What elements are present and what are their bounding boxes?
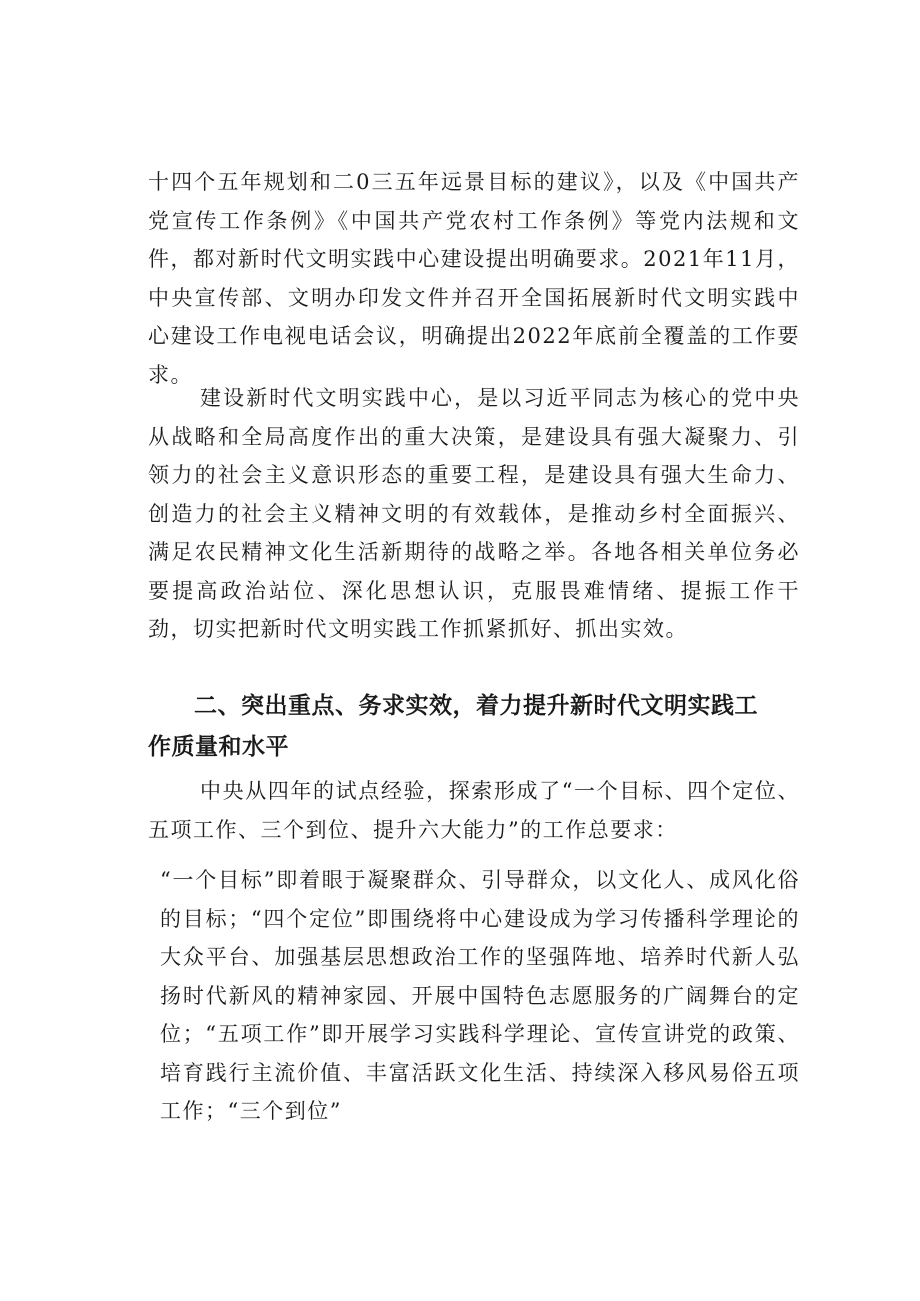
section-heading-line-2: 作质量和水平 <box>148 734 289 760</box>
paragraph-major-decision: 建设新时代文明实践中心，是以习近平同志为核心的党中央从战略和全局高度作出的重大决策，是建设具有强大凝聚力、引领力的社会主义意识形态的重要工程，是建设具有强大生命力、创造力的社会主义精神文明的有效载体，是推动乡村全面振兴、满足农民精神文化生活新期待的战略之举。各地各相关单位务必要提高政治站位、深化思想认识，克服畏难情绪、提振工作干劲，切实把新时代文明实践工作抓紧抓好、抓出实效。 <box>148 386 800 641</box>
section-heading <box>148 686 808 768</box>
paragraph-general-requirements: 中央从四年的试点经验，探索形成了“一个目标、四个定位、五项工作、三个到位、提升六大能力”的工作总要求： <box>148 779 800 842</box>
paragraph-goal-and-positioning: “一个目标”即着眼于凝聚群众、引导群众，以文化人、成风化俗的目标；“四个定位”即围绕将中心建设成为学习传播科学理论的大众平台、加强基层思想政治工作的坚强阵地、培养时代新人弘扬时代新风的精神家园、开展中国特色志愿服务的广阔舞台的定位；“五项工作”即开展学习实践科学理论、宣传宣讲党的政策、培育践行主流价值、丰富活跃文化生活、持续深入移风易俗五项工作；“三个到位” <box>160 868 800 1123</box>
paragraph-planning-requirements: 十四个五年规划和二0三五年远景目标的建议》，以及《中国共产党宣传工作条例》《中国共产党农村工作条例》等党内法规和文件，都对新时代文明实践中心建设提出明确要求。2021年11月，中央宣传部、文明办印发文件并召开全国拓展新时代文明实践中心建设工作电视电话会议，明确提出2022年底前全覆盖的工作要求。 <box>148 170 800 387</box>
section-heading-line-1: 二、突出重点、务求实效，着力提升新时代文明实践工 <box>194 693 758 719</box>
